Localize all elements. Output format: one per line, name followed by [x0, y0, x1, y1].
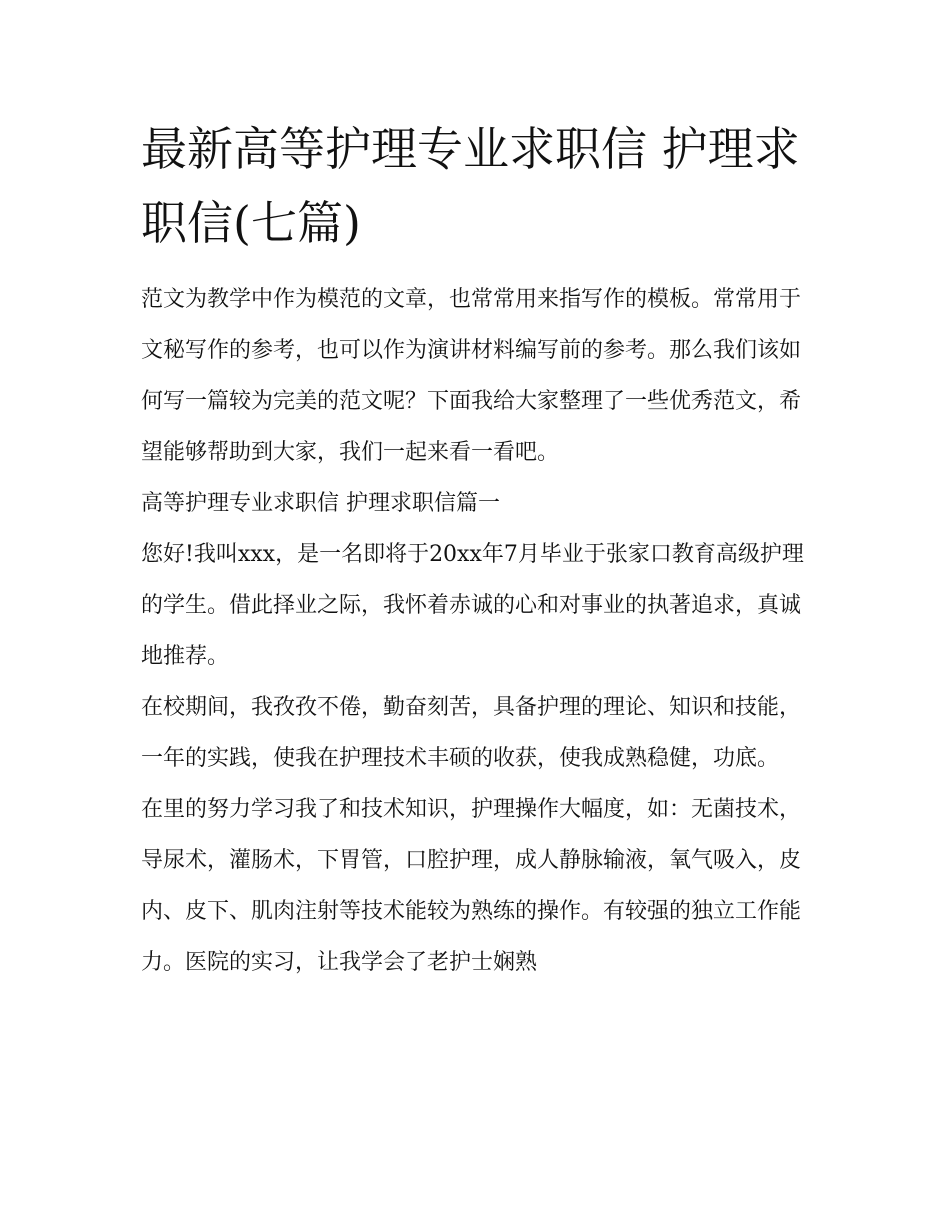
- body-paragraph-3: 在里的努力学习我了和技术知识，护理操作大幅度，如：无菌技术，导尿术，灌肠术，下胃管，口腔护理，成人静脉输液，氧气吸入，皮内、皮下、肌肉注射等技术能较为熟练的操作。有较强的独立工作能力。医院的实习，让我学会了老护士娴熟: [141, 797, 802, 975]
- body-paragraph-2: 在校期间，我孜孜不倦，勤奋刻苦，具备护理的理论、知识和技能，一年的实践，使我在护理技术丰硕的收获，使我成熟稳健，功底。: [141, 695, 802, 771]
- section-heading: 高等护理专业求职信 护理求职信篇一: [141, 491, 500, 516]
- body-paragraph-1: 您好!我叫xxx，是一名即将于20xx年7月毕业于张家口教育高级护理的学生。借此择业之际，我怀着赤诚的心和对事业的执著追求，真诚地推荐。: [141, 542, 804, 669]
- document-title: 最新高等护理专业求职信 护理求职信(七篇): [141, 122, 800, 250]
- document-page: [141, 112, 813, 988]
- intro-paragraph: 范文为教学中作为模范的文章，也常常用来指写作的模板。常常用于文秘写作的参考，也可以作为演讲材料编写前的参考。那么我们该如何写一篇较为完美的范文呢？下面我给大家整理了一些优秀范文，希望能够帮助到大家，我们一起来看一看吧。: [141, 287, 802, 465]
